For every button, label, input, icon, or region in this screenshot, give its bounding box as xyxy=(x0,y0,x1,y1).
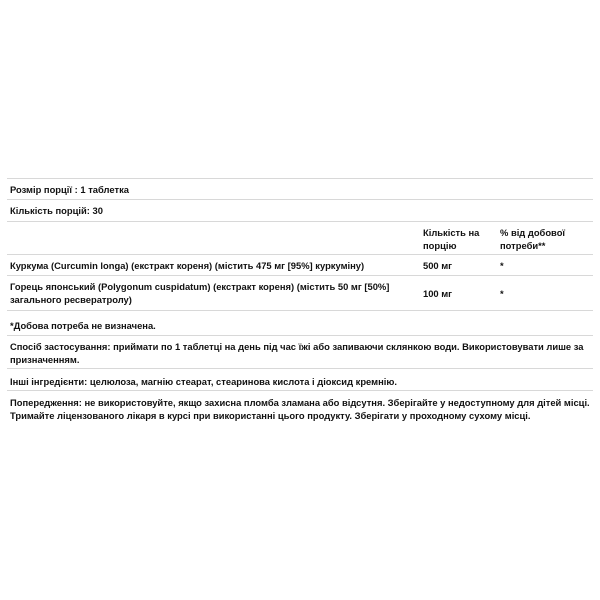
divider xyxy=(7,335,593,336)
other-ingredients: Інші інгредієнти: целюлоза, магнію стеарат, стеаринова кислота і діоксид кремнію. xyxy=(10,376,397,387)
divider xyxy=(7,221,593,222)
divider xyxy=(7,310,593,311)
divider xyxy=(7,199,593,200)
divider xyxy=(7,275,593,276)
ingredient-name: Горець японський (Polygonum cuspidatum) (екстракт кореня) (містить 50 мг [50%] загального ресвератролу) xyxy=(10,281,390,305)
serving-size: Розмір порції : 1 таблетка xyxy=(10,184,129,195)
servings-count: Кількість порцій: 30 xyxy=(10,205,103,216)
warning-text: Попередження: не використовуйте, якщо захисна пломба зламана або відсутня. Зберігайте у недоступному для дітей місці. Тримайте ліцензованого лікаря в курсі при використанні цього продукту. Зберігати у проходному сухому місці. xyxy=(10,397,590,421)
ingredient-amount: 100 мг xyxy=(423,288,453,299)
divider xyxy=(7,178,593,179)
ingredient-daily-value: * xyxy=(500,288,504,299)
daily-value-note: *Добова потреба не визначена. xyxy=(10,320,156,331)
usage-instructions: Спосіб застосування: приймати по 1 таблетці на день під час їжі або запиваючи склянкою води. Використовувати лише за призначенням. xyxy=(10,341,584,365)
divider xyxy=(7,254,593,255)
ingredient-name: Куркума (Curcumin longa) (екстракт кореня) (містить 475 мг [95%] куркуміну) xyxy=(10,260,365,271)
ingredient-daily-value: * xyxy=(500,260,504,271)
divider xyxy=(7,368,593,369)
column-header-daily-value: % від добової потреби** xyxy=(500,227,566,251)
column-header-amount: Кількість на порцію xyxy=(423,227,480,251)
ingredient-amount: 500 мг xyxy=(423,260,453,271)
divider xyxy=(7,390,593,391)
